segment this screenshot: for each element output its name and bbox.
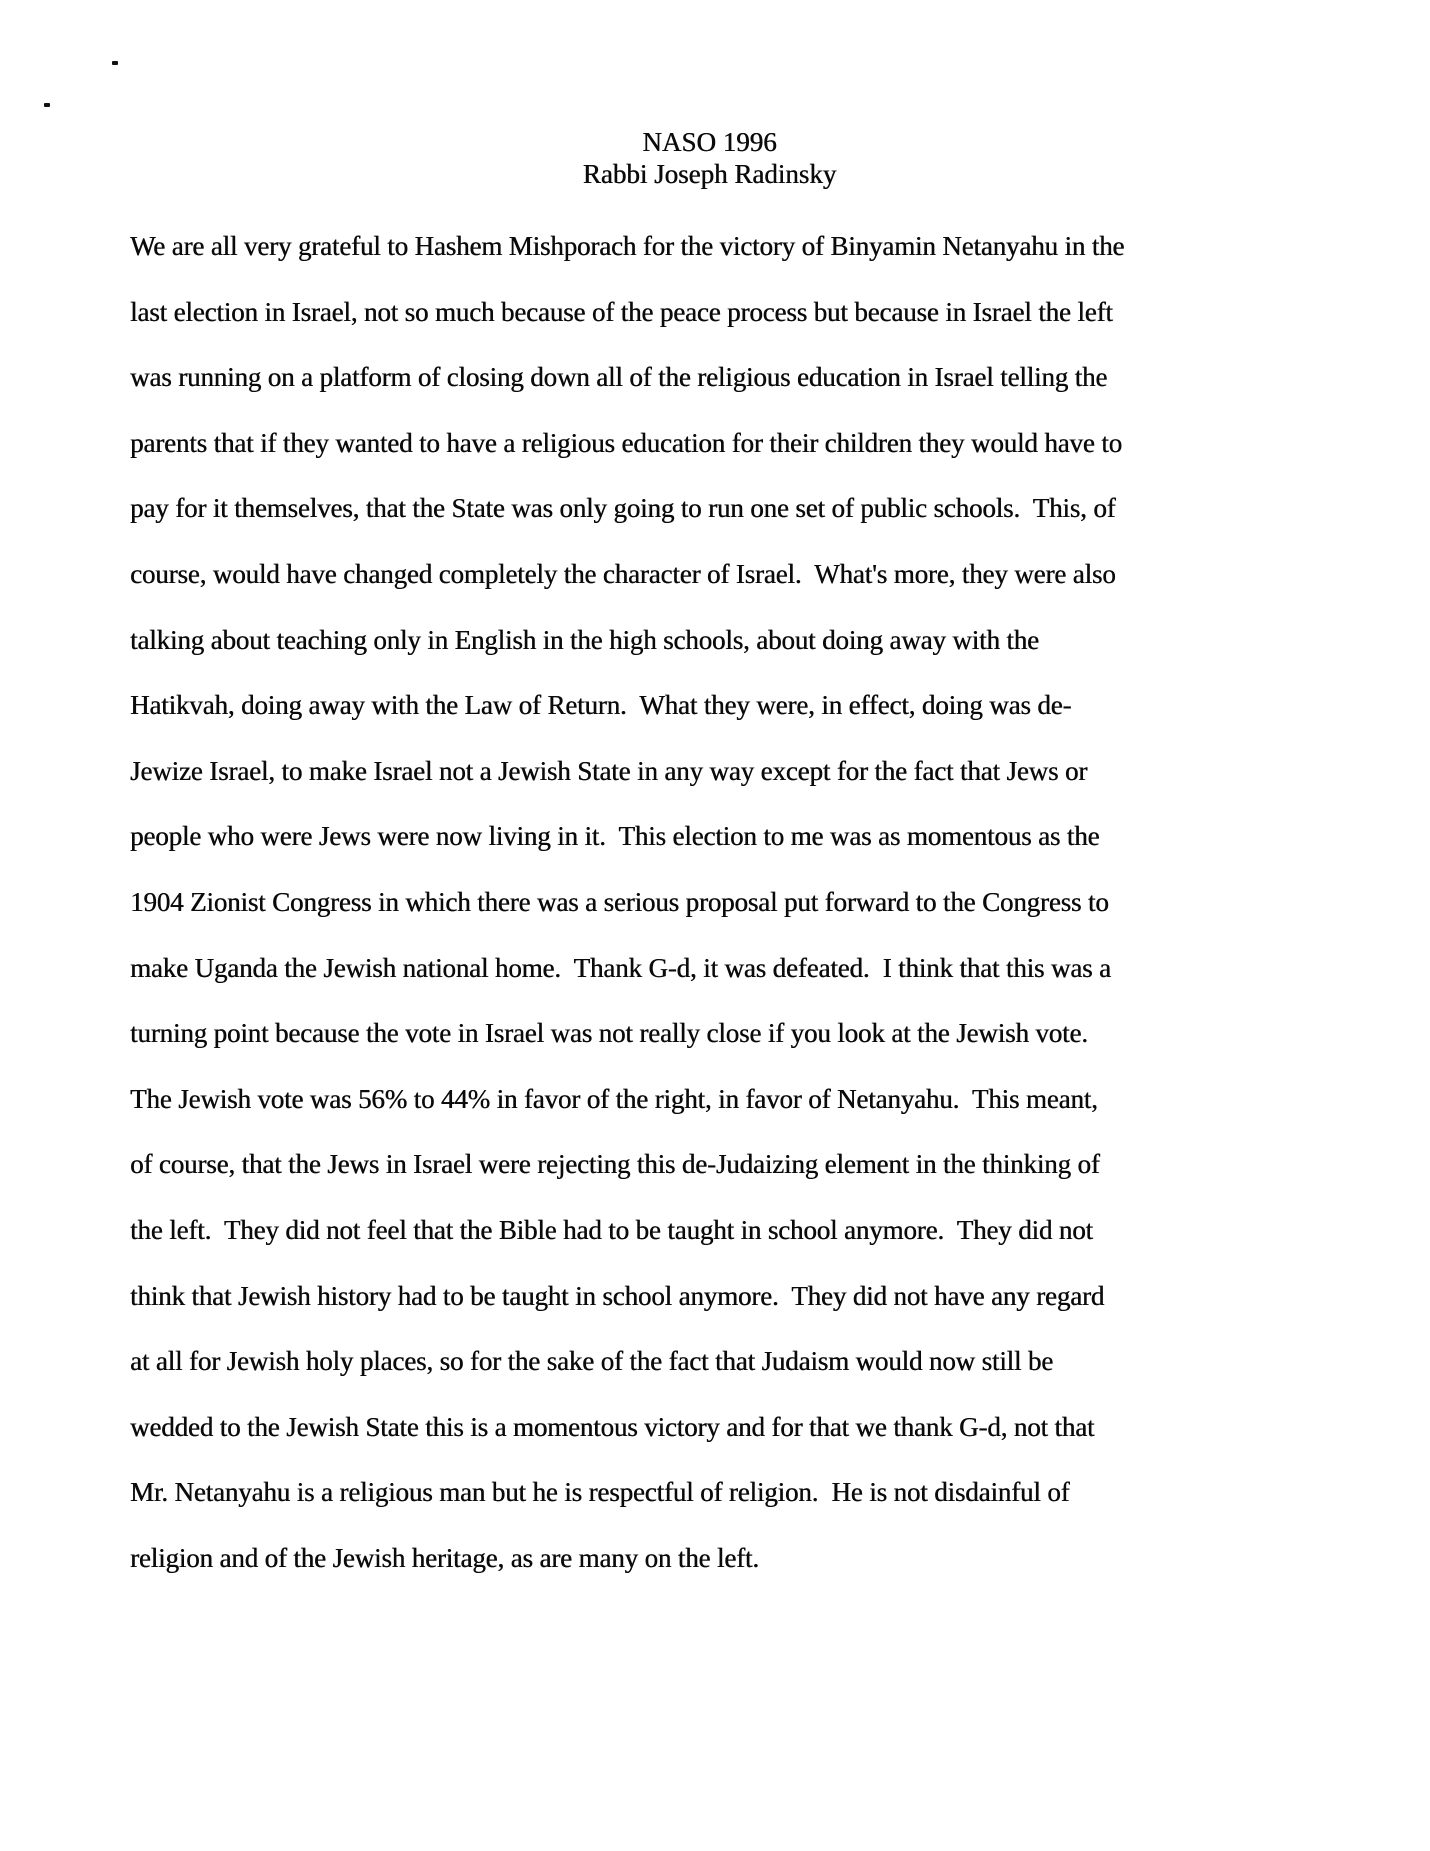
body-line: pay for it themselves, that the State was only going to run one set of public schools. This, of (130, 493, 1116, 524)
body-line: at all for Jewish holy places, so for the sake of the fact that Judaism would now still be (130, 1346, 1054, 1377)
document-body (130, 126, 1245, 1591)
body-line: last election in Israel, not so much because of the peace process but because in Israel the left (130, 296, 1113, 327)
body-line: talking about teaching only in English in the high schools, about doing away with the (130, 624, 1039, 655)
body-line: 1904 Zionist Congress in which there was a serious proposal put forward to the Congress to (130, 886, 1109, 917)
document-author: Rabbi Joseph Radinsky (582, 159, 837, 189)
body-line: course, would have changed completely the character of Israel. What's more, they were also (130, 558, 1116, 589)
body-line: wedded to the Jewish State this is a momentous victory and for that we thank G-d, not that (130, 1411, 1095, 1442)
paragraph (130, 214, 1245, 1591)
body-line: parents that if they wanted to have a religious education for their children they would have to (130, 427, 1122, 458)
body-line: Hatikvah, doing away with the Law of Return. What they were, in effect, doing was de- (130, 690, 1072, 721)
body-line: people who were Jews were now living in it. This election to me was as momentous as the (130, 821, 1100, 852)
body-line: think that Jewish history had to be taught in school anymore. They did not have any regard (130, 1280, 1105, 1311)
title-block (174, 126, 1245, 190)
body-line: The Jewish vote was 56% to 44% in favor of the right, in favor of Netanyahu. This meant, (130, 1083, 1098, 1114)
scan-speck (44, 103, 50, 107)
body-line: was running on a platform of closing down all of the religious education in Israel telling the (130, 362, 1108, 393)
body-line: We are all very grateful to Hashem Mishporach for the victory of Binyamin Netanyahu in the (130, 231, 1125, 261)
body-line: religion and of the Jewish heritage, as are many on the left. (130, 1542, 759, 1573)
document-title: NASO 1996 (642, 127, 777, 157)
body-line: the left. They did not feel that the Bible had to be taught in school anymore. They did not (130, 1214, 1093, 1245)
body-line: Mr. Netanyahu is a religious man but he is respectful of religion. He is not disdainful of (130, 1477, 1070, 1508)
body-line: turning point because the vote in Israel was not really close if you look at the Jewish vote. (130, 1018, 1088, 1049)
body-line: make Uganda the Jewish national home. Thank G-d, it was defeated. I think that this was a (130, 952, 1111, 983)
body-line: Jewize Israel, to make Israel not a Jewish State in any way except for the fact that Jews or (130, 755, 1088, 786)
body-line: of course, that the Jews in Israel were rejecting this de-Judaizing element in the thinking of (130, 1149, 1100, 1180)
scan-speck (112, 61, 118, 65)
